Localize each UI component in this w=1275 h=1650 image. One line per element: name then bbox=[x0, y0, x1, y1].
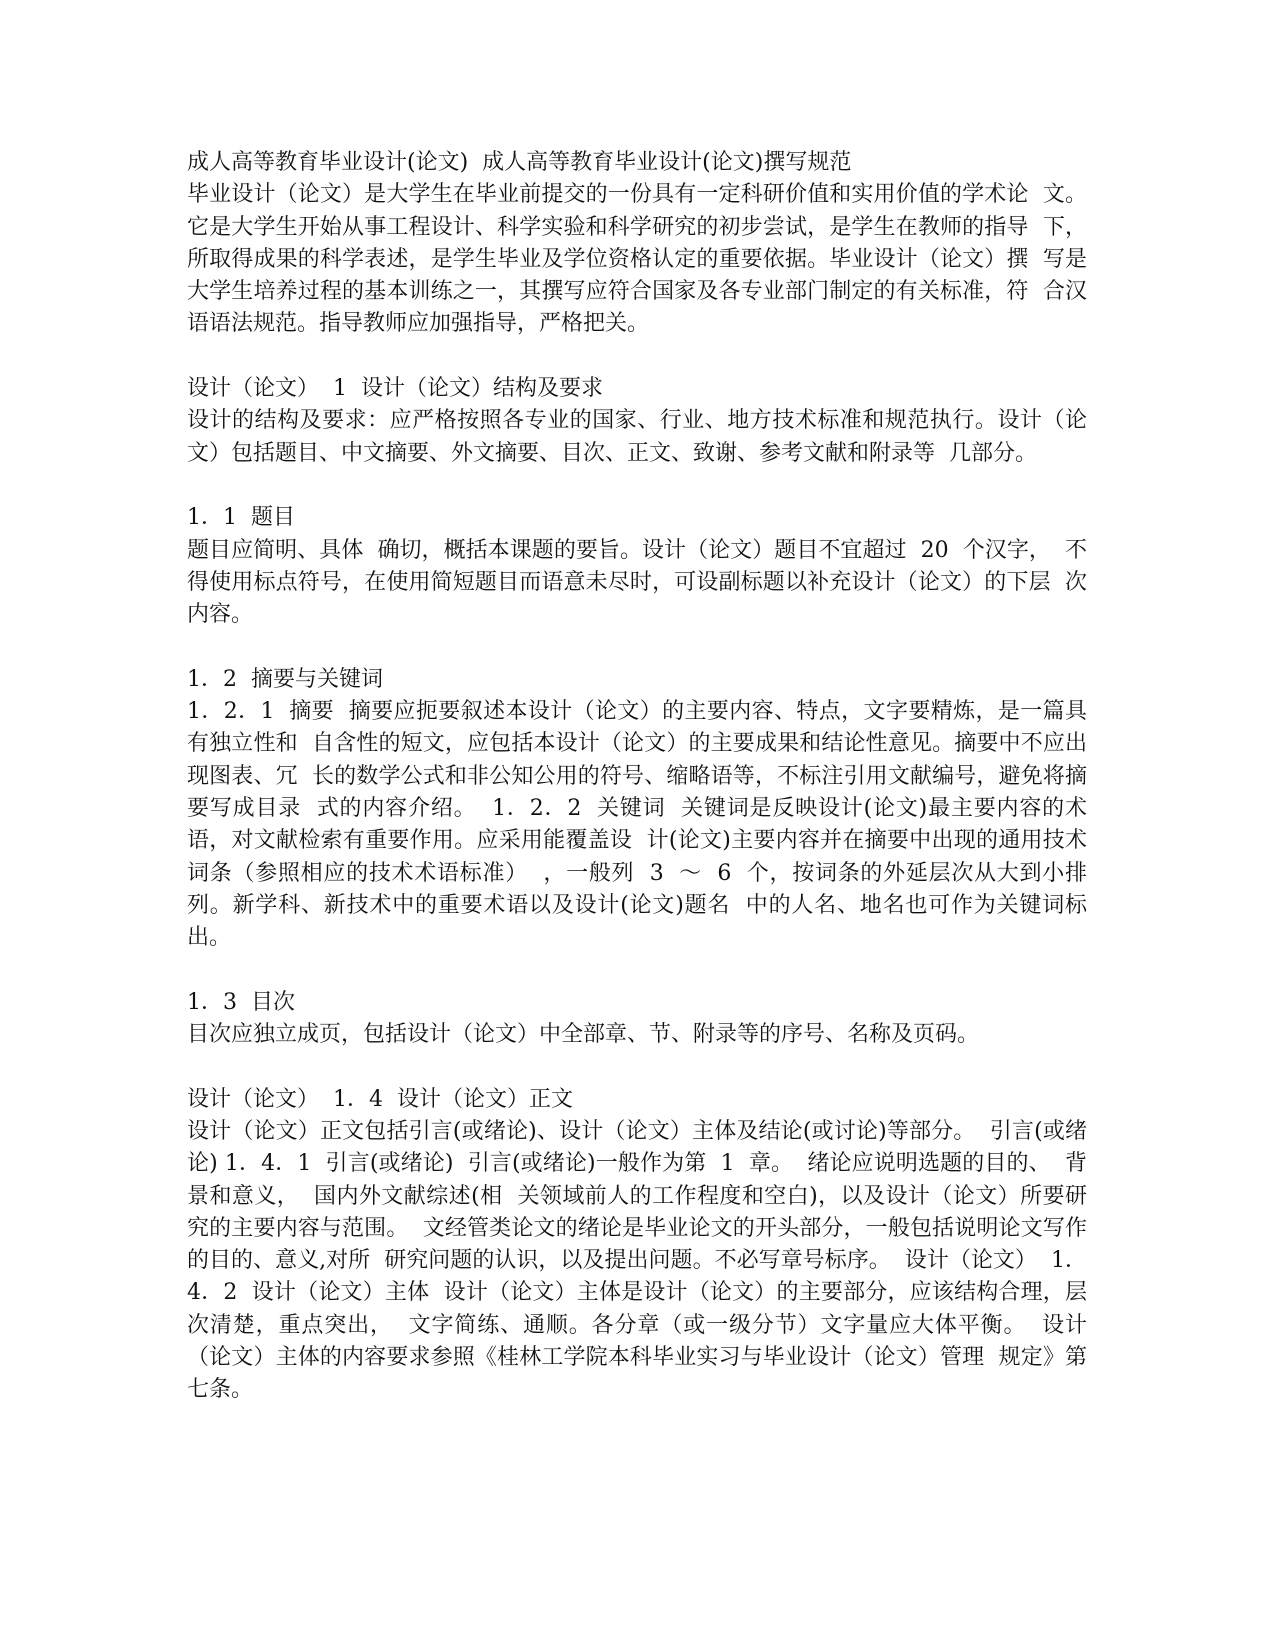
section-1-2-heading: 1．2 摘要与关键词 bbox=[187, 666, 383, 692]
section-1-1-paragraph: 题目应简明、具体 确切，概括本课题的要旨。设计（论文）题目不宜超过 20 个汉字， 不得使用标点符号，在使用简短题目而语意未尽时，可设副标题以补充设计（论文）的下层 次内容。 bbox=[187, 537, 1087, 628]
section-1-4-paragraph: 设计（论文）正文包括引言(或绪论)、设计（论文）主体及结论(或讨论)等部分。 引言(或绪论) 1．4．1 引言(或绪论) 引言(或绪论)一般作为第 1 章。 绪论应说明选题的目的、 背景和意义， 国内外文献综述(相 关领域前人的工作程度和空白)，以及设计（论文）所要研究的主要内容与范围。 文经管类论文的绪论是毕业论文的开头部分，一般包括说明论文写作的目的、意义,对所 研究问题的认识，以及提出问题。不必写章号标序。 设计（论文） 1．4．2 设计（论文）主体 设计（论文）主体是设计（论文）的主要部分，应该结构合理，层次清楚，重点突出， 文字简练、通顺。各分章（或一级分节）文字量应大体平衡。 设计（论文）主体的内容要求参照《桂林工学院本科毕业实习与毕业设计（论文）管理 规定》第七条。 bbox=[187, 1118, 1087, 1403]
paragraph-gap bbox=[187, 341, 1087, 373]
section-1-heading: 设计（论文） 1 设计（论文）结构及要求 bbox=[187, 376, 603, 402]
document-title-line: 成人高等教育毕业设计(论文) 成人高等教育毕业设计(论文)撰写规范 bbox=[187, 150, 852, 175]
section-1-3-heading: 1．3 目次 bbox=[187, 989, 295, 1015]
document-body bbox=[187, 147, 1087, 1407]
paragraph-gap bbox=[187, 1051, 1087, 1083]
paragraph-gap bbox=[187, 631, 1087, 663]
section-1-4-heading: 设计（论文） 1．4 设计（论文）正文 bbox=[187, 1086, 573, 1112]
section-1-3-paragraph: 目次应独立成页，包括设计（论文）中全部章、节、附录等的序号、名称及页码。 bbox=[187, 1022, 980, 1048]
section-1-2-paragraph: 1．2．1 摘要 摘要应扼要叙述本设计（论文）的主要内容、特点，文字要精炼，是一篇具有独立性和 自含性的短文，应包括本设计（论文）的主要成果和结论性意见。摘要中不应出现图表、冗 长的数学公式和非公知公用的符号、缩略语等，不标注引用文献编号，避免将摘要写成目录 式的内容介绍。 1．2．2 关键词 关键词是反映设计(论文)最主要内容的术语，对文献检索有重要作用。应采用能覆盖设 计(论文)主要内容并在摘要中出现的通用技术词条（参照相应的技术术语标准） ，一般列 3 ～ 6 个，按词条的外延层次从大到小排列。新学科、新技术中的重要术语以及设计(论文)题名 中的人名、地名也可作为关键词标出。 bbox=[187, 699, 1087, 951]
intro-paragraph: 毕业设计（论文）是大学生在毕业前提交的一份具有一定科研价值和实用价值的学术论 文。它是大学生开始从事工程设计、科学实验和科学研究的初步尝试，是学生在教师的指导 下，所取得成果的科学表述，是学生毕业及学位资格认定的重要依据。毕业设计（论文）撰 写是大学生培养过程的基本训练之一，其撰写应符合国家及各专业部门制定的有关标准，符 合汉语语法规范。指导教师应加强指导，严格把关。 bbox=[187, 182, 1087, 337]
paragraph-gap bbox=[187, 954, 1087, 986]
paragraph-gap bbox=[187, 470, 1087, 502]
section-1-1-heading: 1．1 题目 bbox=[187, 505, 295, 531]
section-1-paragraph: 设计的结构及要求：应严格按照各专业的国家、行业、地方技术标准和规范执行。设计（论文）包括题目、中文摘要、外文摘要、目次、正文、致谢、参考文献和附录等 几部分。 bbox=[187, 408, 1087, 466]
